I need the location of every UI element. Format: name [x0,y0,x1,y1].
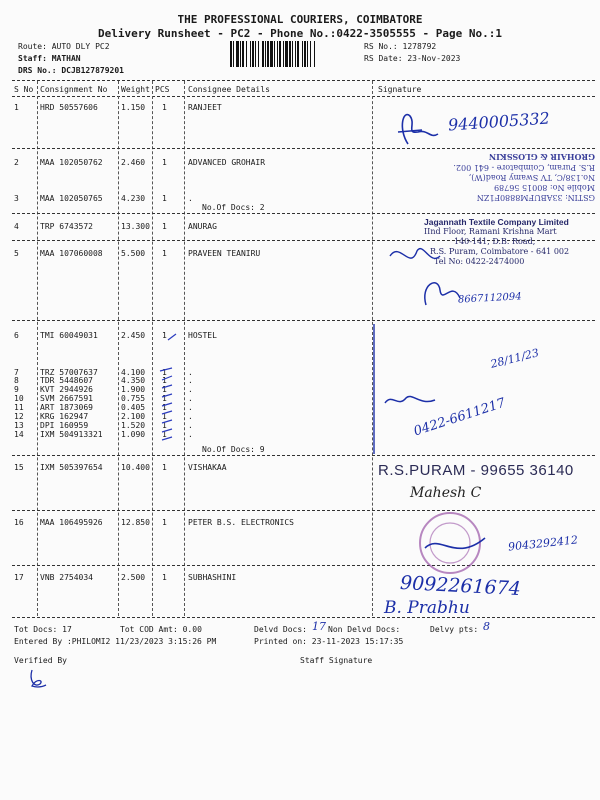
row-consignment-no: IXM 505397654 [40,463,103,472]
delivered-docs-handwritten: 17 [312,620,326,633]
row-consignee: PETER B.S. ELECTRONICS [188,518,294,527]
table-top-rule [12,80,595,81]
row-pcs: 1 [162,403,167,412]
row-pcs: 1 [162,249,167,258]
handwritten-date: 28/11/23 [489,346,541,371]
row-weight: 0.755 [121,394,146,403]
row-consignment-no: TDR 5448607 [40,376,93,385]
row-consignee: . [188,194,193,203]
handwritten-phone: 9043292412 [507,533,579,554]
stamp-line: No.138/C, TV Swamy Road(W), [468,173,595,182]
row-consignee: . [188,376,193,385]
docs-count-note: No.Of Docs: 2 [202,203,265,212]
row-sno: 16 [14,518,24,527]
rspuram-stamp: R.S.PURAM - 99655 36140 [378,462,574,479]
row-weight: 1.150 [121,103,146,112]
row-separator [12,510,595,511]
row-consignee: ANURAG [188,222,217,231]
row-sno: 1 [14,103,19,112]
stamp-line: 140-141, D.B. Road, [454,237,536,246]
docs-count-note: No.Of Docs: 9 [202,445,265,454]
row-consignment-no: MAA 106495926 [40,518,103,527]
non-delivered-docs-label: Non Delvd Docs: [328,625,401,634]
row-consignment-no: HRD 50557606 [40,103,98,112]
route-label: Route: AUTO DLY PC2 [18,42,110,51]
pen-tick-marks [150,328,190,448]
row-weight: 4.350 [121,376,146,385]
round-seal [405,508,495,578]
company-name: THE PROFESSIONAL COURIERS, COIMBATORE [177,13,423,26]
row-sno: 14 [14,430,24,439]
row-consignment-no: IXM 504913321 [40,430,103,439]
row-pcs: 1 [162,194,167,203]
row-pcs: 1 [162,376,167,385]
row-pcs: 1 [162,412,167,421]
stamp-line: R.S. Puram, Coimbatore - 641 002. [453,163,595,172]
row-separator [12,213,595,214]
row-pcs: 1 [162,573,167,582]
row-consignee: SUBHASHINI [188,573,237,582]
row-sno: 7 [14,368,19,377]
row-consignee: . [188,403,193,412]
row-sno: 17 [14,573,24,582]
stamp-line: Tel No: 0422-2474000 [434,257,525,266]
row-weight: 2.460 [121,158,146,167]
row-sno: 15 [14,463,24,472]
row-weight: 1.090 [121,430,146,439]
total-cod-amount: Tot COD Amt: 0.00 [120,625,202,634]
delivery-points-handwritten: 8 [483,620,490,633]
row-consignee: . [188,412,193,421]
row-sno: 9 [14,385,19,394]
row-weight: 4.100 [121,368,146,377]
entered-by: Entered By :PHILOMI2 11/23/2023 3:15:26 PM [14,637,217,646]
jagannath-stamp [424,217,569,267]
handwritten-name: Mahesh C [410,485,482,501]
row-consignee: . [188,385,193,394]
row-weight: 2.100 [121,412,146,421]
row-sno: 2 [14,158,19,167]
row-separator [12,455,595,456]
row-separator [12,565,595,566]
delivered-docs-label: Delvd Docs: [254,625,307,634]
row-pcs: 1 [162,430,167,439]
row-consignee: ADVANCED GROHAIR [188,158,266,167]
row-sno: 13 [14,421,24,430]
stamp-line: R.S. Puram, Coimbatore - 641 002 [430,247,570,256]
col-header-pcs: PCS [155,85,170,94]
barcode-bar [315,41,316,67]
row-pcs: 1 [162,518,167,527]
table-header-rule [12,96,595,97]
row-weight: 13.300 [121,222,150,231]
row-consignment-no: MAA 107060008 [40,249,103,258]
handwritten-phone: 9092261674 [399,571,522,601]
row-pcs: 1 [162,421,167,430]
row-sno: 12 [14,412,24,421]
row-consignee: . [188,394,193,403]
row-pcs: 1 [162,385,167,394]
drs-barcode [230,41,356,67]
row-weight: 1.900 [121,385,146,394]
row-sno: 4 [14,222,19,231]
row-consignment-no: MAA 102050762 [40,158,103,167]
grohair-stamp [395,152,595,202]
signature-scribble [380,388,440,413]
row-sno: 11 [14,403,24,412]
total-docs: Tot Docs: 17 [14,625,72,634]
row-consignee: . [188,430,193,439]
row-consignment-no: KRG 162947 [40,412,89,421]
row-sno: 5 [14,249,19,258]
row-weight: 12.850 [121,518,150,527]
drs-number: DRS No.: DCJB127879201 [18,66,124,75]
row-sno: 10 [14,394,24,403]
rs-number: RS No.: 1278792 [364,42,437,51]
stamp-line: GSTIN: 33ABUFM8880F1ZN [476,193,595,202]
row-consignment-no: SVM 2667591 [40,394,93,403]
table-bottom-rule [12,617,595,618]
stamp-line: Mobile No: 80015 56789 [493,183,595,192]
handwritten-name: B. Prabhu [384,598,470,618]
col-header-consignee: Consignee Details [188,85,270,94]
row-weight: 2.500 [121,573,146,582]
row-weight: 0.405 [121,403,146,412]
row-consignee: . [188,421,193,430]
row-weight: 5.500 [121,249,146,258]
runsheet-title: Delivery Runsheet - PC2 - Phone No.:0422-3505555 - Page No.:1 [98,27,502,40]
row-pcs: 1 [162,368,167,377]
row-consignment-no: TRP 6743572 [40,222,93,231]
delivery-points-label: Delvy pts: [430,625,479,634]
col-header-sno: S No [14,85,34,94]
row-pcs: 1 [162,103,167,112]
row-consignment-no: VNB 2754034 [40,573,93,582]
col-divider [118,81,119,616]
col-header-signature: Signature [378,85,422,94]
stamp-company-name: Jagannath Textile Company Limited [424,217,569,227]
col-header-consignment: Consignment No [40,85,108,94]
row-weight: 10.400 [121,463,150,472]
row-sno: 8 [14,376,19,385]
signature-scribble [388,104,448,149]
signature-scribble [418,270,468,315]
staff-signature-label: Staff Signature [300,656,373,665]
row-consignment-no: KVT 2944926 [40,385,93,394]
col-header-weight: Weight [121,85,150,94]
handwritten-phone: 0422-6611217 [412,395,508,440]
row-sno: 6 [14,331,19,340]
printed-on: Printed on: 23-11-2023 15:17:35 [254,637,404,646]
row-consignee: PRAVEEN TEANIRU [188,249,261,258]
row-consignee: VISHAKAA [188,463,227,472]
stamp-line: GROHAIR & GLOSSKIN [488,152,595,162]
row-consignee: HOSTEL [188,331,217,340]
handwritten-phone: 9440005332 [447,108,551,135]
row-weight: 1.520 [121,421,146,430]
row-consignee: RANJEET [188,103,222,112]
row-consignee: . [188,368,193,377]
verifier-signature [26,666,50,692]
stamp-line: IInd Floor, Ramani Krishna Mart [424,227,557,236]
col-divider [37,81,38,616]
row-consignment-no: MAA 102050765 [40,194,103,203]
row-weight: 2.450 [121,331,146,340]
row-consignment-no: TRZ 57007637 [40,368,98,377]
row-separator [12,148,595,149]
staff-label: Staff: MATHAN [18,54,81,63]
row-pcs: 1 [162,331,167,340]
row-pcs: 1 [162,158,167,167]
row-weight: 4.230 [121,194,146,203]
row-consignment-no: ART 1873069 [40,403,93,412]
verified-by-label: Verified By [14,656,67,665]
handwritten-phone: 8667112094 [457,291,522,306]
row-consignment-no: DPI 160959 [40,421,89,430]
row-pcs: 1 [162,463,167,472]
row-pcs: 1 [162,222,167,231]
row-separator [12,320,595,321]
row-pcs: 1 [162,394,167,403]
row-sno: 3 [14,194,19,203]
row-consignment-no: TMI 60049031 [40,331,98,340]
rs-date: RS Date: 23-Nov-2023 [364,54,461,63]
